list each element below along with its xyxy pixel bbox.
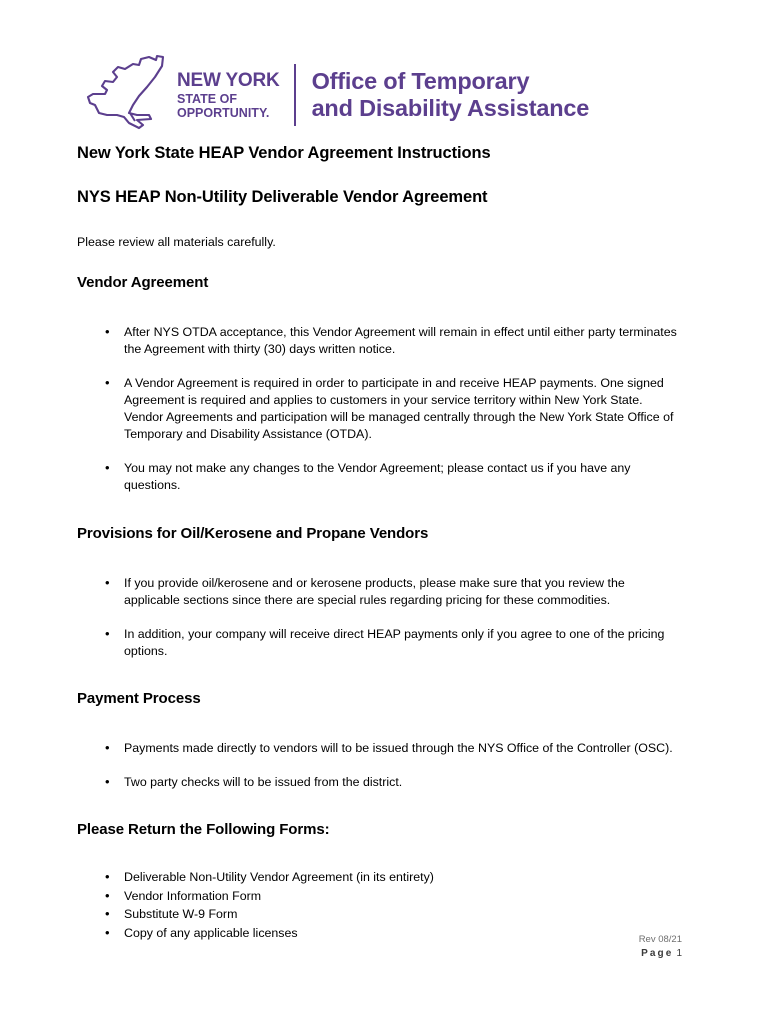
list-item: • Vendor Information Form — [77, 888, 683, 906]
list-spacer — [77, 757, 683, 774]
page-number: 1 — [676, 947, 682, 959]
new-york-state-wordmark — [177, 71, 280, 120]
intro-text: Please review all materials carefully. — [77, 234, 276, 249]
otda-logo — [77, 52, 589, 138]
list-item: • If you provide oil/kerosene and or kerosene products, please make sure that you review the applicable sections since there are special rules regarding pricing for these commodities. — [77, 575, 683, 609]
bullet-list-vendor-agreement — [77, 324, 683, 495]
list-spacer — [77, 609, 683, 626]
new-york-state-outline-icon — [77, 53, 183, 137]
section-heading-payment-process: Payment Process — [77, 690, 201, 708]
list-item: • Payments made directly to vendors will to be issued through the NYS Office of the Controller (OSC). — [77, 740, 683, 757]
page-footer — [639, 934, 682, 960]
bullet-list-return-forms — [77, 869, 683, 942]
logo-state-line-2: STATE OF — [177, 91, 237, 106]
agency-name — [312, 68, 590, 123]
document-body — [77, 144, 683, 943]
section-heading-return-forms: Please Return the Following Forms: — [77, 821, 330, 839]
agency-name-line-2: and Disability Assistance — [311, 95, 590, 121]
list-item: • You may not make any changes to the Vendor Agreement; please contact us if you have any questions. — [77, 460, 683, 494]
section-heading-provisions: Provisions for Oil/Kerosene and Propane Vendors — [77, 524, 429, 542]
logo-divider — [294, 64, 296, 126]
list-item: • Two party checks will to be issued from the district. — [77, 774, 683, 791]
section-heading-vendor-agreement: Vendor Agreement — [77, 273, 209, 291]
agency-name-line-1: Office of Temporary — [311, 67, 530, 94]
bullet-list-payment-process — [77, 740, 683, 791]
list-spacer — [77, 443, 683, 460]
list-item: • In addition, your company will receive direct HEAP payments only if you agree to one of the pricing options. — [77, 626, 683, 660]
bullet-list-provisions — [77, 575, 683, 660]
list-item: • Deliverable Non-Utility Vendor Agreement (in its entirety) — [77, 869, 683, 887]
list-item: • After NYS OTDA acceptance, this Vendor Agreement will remain in effect until either party terminates the Agreement with thirty (30) days written notice. — [77, 324, 683, 358]
page-subtitle: NYS HEAP Non-Utility Deliverable Vendor Agreement — [77, 187, 488, 206]
page-title: New York State HEAP Vendor Agreement Instructions — [77, 144, 491, 162]
page-word: Page — [641, 947, 674, 959]
list-item: • Copy of any applicable licenses — [77, 925, 683, 943]
new-york-state-mark — [77, 52, 280, 138]
logo-state-line-3: OPPORTUNITY. — [177, 106, 270, 120]
revision-label: Rev 08/21 — [638, 934, 682, 945]
logo-state-line-1: NEW YORK — [177, 69, 280, 91]
list-item: • A Vendor Agreement is required in order to participate in and receive HEAP payments. One signed Agreement is required and applies to customers in your service territory within New York State. Vendor Agreements and participation will be managed centrally through the New York State Office of Temporary and Disability Assistance (OTDA). — [77, 375, 683, 443]
list-spacer — [77, 358, 683, 375]
page-number-label — [639, 947, 682, 961]
list-item: • Substitute W-9 Form — [77, 906, 683, 924]
